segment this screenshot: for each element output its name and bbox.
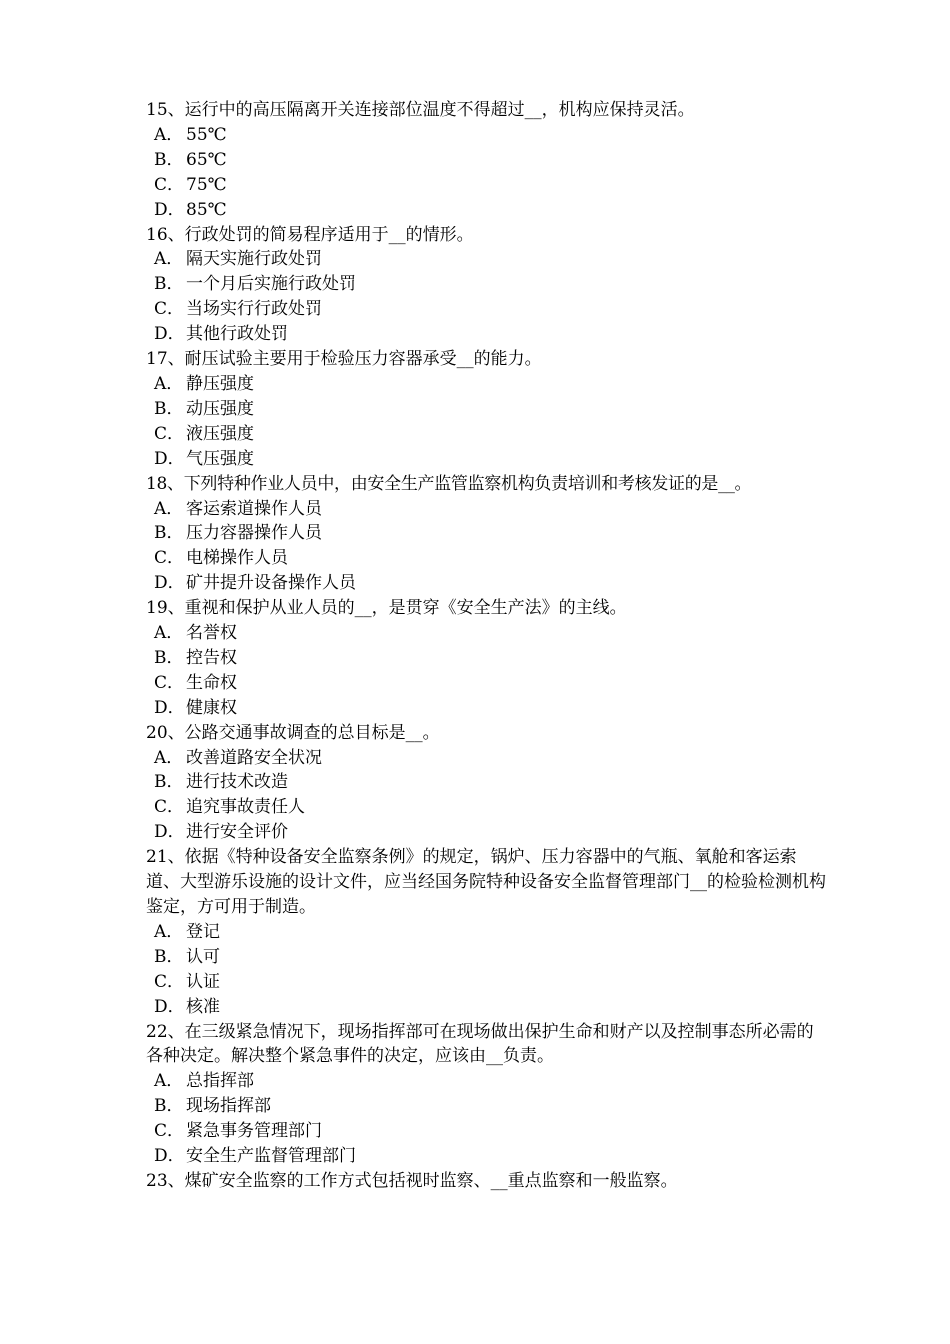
option-letter: A．: [154, 498, 184, 519]
option-a: [146, 746, 826, 771]
option-b: [146, 521, 826, 546]
option-text: 核准: [186, 996, 220, 1017]
option-letter: C．: [154, 797, 185, 818]
document-page: [146, 98, 826, 1194]
option-text: 生命权: [186, 672, 237, 693]
option-d: [146, 322, 826, 347]
option-letter: C．: [154, 299, 185, 320]
option-text: 75℃: [186, 174, 227, 195]
option-letter: B．: [154, 398, 184, 419]
question-stem: 21、依据《特种设备安全监察条例》的规定，锅炉、压力容器中的气瓶、氧舱和客运索道、大型游乐设施的设计文件，应当经国务院特种设备安全监督管理部门__的检验检测机构鉴定，方可用于制造。: [146, 847, 826, 917]
option-text: 登记: [186, 921, 220, 942]
option-c: [146, 671, 826, 696]
option-letter: D．: [154, 324, 185, 345]
question-stem: 20、公路交通事故调查的总目标是__。: [146, 722, 440, 743]
option-text: 客运索道操作人员: [186, 498, 322, 519]
option-text: 电梯操作人员: [186, 548, 288, 569]
option-letter: A．: [154, 921, 184, 942]
option-text: 一个月后实施行政处罚: [186, 274, 356, 295]
question-20: [146, 721, 826, 846]
option-text: 65℃: [186, 149, 227, 170]
question-23: [146, 1169, 826, 1194]
option-letter: C．: [154, 174, 185, 195]
option-text: 总指挥部: [186, 1071, 254, 1092]
option-letter: D．: [154, 1146, 185, 1167]
question-stem: 22、在三级紧急情况下，现场指挥部可在现场做出保护生命和财产以及控制事态所必需的各种决定。解决整个紧急事件的决定，应该由__负责。: [146, 1021, 814, 1067]
option-d: [146, 820, 826, 845]
option-letter: C．: [154, 548, 185, 569]
question-stem: 17、耐压试验主要用于检验压力容器承受__的能力。: [146, 349, 542, 370]
question-stem: 16、行政处罚的简易程序适用于__的情形。: [146, 224, 474, 245]
option-letter: A．: [154, 747, 184, 768]
option-a: [146, 123, 826, 148]
option-b: [146, 148, 826, 173]
option-a: [146, 621, 826, 646]
option-text: 其他行政处罚: [186, 324, 288, 345]
option-text: 紧急事务管理部门: [186, 1121, 322, 1142]
option-text: 当场实行行政处罚: [186, 299, 322, 320]
option-letter: D．: [154, 822, 185, 843]
option-a: [146, 497, 826, 522]
option-a: [146, 247, 826, 272]
option-letter: C．: [154, 672, 185, 693]
option-c: [146, 795, 826, 820]
option-text: 隔天实施行政处罚: [186, 249, 322, 270]
option-letter: B．: [154, 772, 184, 793]
option-letter: D．: [154, 996, 185, 1017]
option-c: [146, 546, 826, 571]
option-text: 气压强度: [186, 448, 254, 469]
option-text: 压力容器操作人员: [186, 523, 322, 544]
option-text: 认证: [186, 971, 220, 992]
option-text: 液压强度: [186, 423, 254, 444]
option-c: [146, 970, 826, 995]
question-18: [146, 472, 826, 597]
option-text: 现场指挥部: [186, 1096, 271, 1117]
option-b: [146, 770, 826, 795]
option-d: [146, 447, 826, 472]
option-b: [146, 272, 826, 297]
question-19: [146, 596, 826, 721]
option-letter: C．: [154, 423, 185, 444]
option-text: 改善道路安全状况: [186, 747, 322, 768]
option-letter: C．: [154, 971, 185, 992]
option-text: 认可: [186, 946, 220, 967]
question-stem: 15、运行中的高压隔离开关连接部位温度不得超过__，机构应保持灵活。: [146, 100, 695, 120]
question-stem: 18、下列特种作业人员中，由安全生产监管监察机构负责培训和考核发证的是__。: [146, 473, 752, 494]
option-c: [146, 297, 826, 322]
option-text: 进行技术改造: [186, 772, 288, 793]
option-text: 进行安全评价: [186, 822, 288, 843]
option-d: [146, 1144, 826, 1169]
option-letter: A．: [154, 1071, 184, 1092]
option-text: 健康权: [186, 697, 237, 718]
option-d: [146, 571, 826, 596]
option-c: [146, 422, 826, 447]
option-b: [146, 1094, 826, 1119]
option-d: [146, 198, 826, 223]
option-letter: D．: [154, 448, 185, 469]
option-text: 85℃: [186, 199, 227, 220]
option-text: 动压强度: [186, 398, 254, 419]
option-letter: D．: [154, 199, 185, 220]
option-text: 矿井提升设备操作人员: [186, 573, 356, 594]
option-text: 名誉权: [186, 623, 237, 644]
option-d: [146, 696, 826, 721]
option-letter: B．: [154, 1096, 184, 1117]
option-letter: A．: [154, 124, 184, 145]
option-letter: D．: [154, 697, 185, 718]
option-text: 55℃: [186, 124, 227, 145]
option-a: [146, 1069, 826, 1094]
option-a: [146, 372, 826, 397]
option-letter: C．: [154, 1121, 185, 1142]
option-letter: D．: [154, 573, 185, 594]
question-stem: 23、煤矿安全监察的工作方式包括视时监察、__重点监察和一般监察。: [146, 1170, 678, 1191]
option-c: [146, 173, 826, 198]
option-b: [146, 397, 826, 422]
option-text: 控告权: [186, 647, 237, 668]
question-15: [146, 98, 826, 223]
option-letter: A．: [154, 623, 184, 644]
option-text: 安全生产监督管理部门: [186, 1146, 356, 1167]
option-b: [146, 945, 826, 970]
option-text: 静压强度: [186, 373, 254, 394]
option-letter: B．: [154, 647, 184, 668]
option-a: [146, 920, 826, 945]
option-d: [146, 995, 826, 1020]
option-letter: B．: [154, 946, 184, 967]
question-16: [146, 223, 826, 348]
option-b: [146, 646, 826, 671]
option-letter: A．: [154, 373, 184, 394]
option-letter: B．: [154, 523, 184, 544]
question-22: [146, 1020, 826, 1169]
question-stem: 19、重视和保护从业人员的__，是贯穿《安全生产法》的主线。: [146, 598, 627, 619]
option-text: 追究事故责任人: [186, 797, 305, 818]
option-letter: A．: [154, 249, 184, 270]
option-letter: B．: [154, 149, 184, 170]
option-letter: B．: [154, 274, 184, 295]
option-c: [146, 1119, 826, 1144]
question-17: [146, 347, 826, 472]
question-21: [146, 845, 826, 1019]
